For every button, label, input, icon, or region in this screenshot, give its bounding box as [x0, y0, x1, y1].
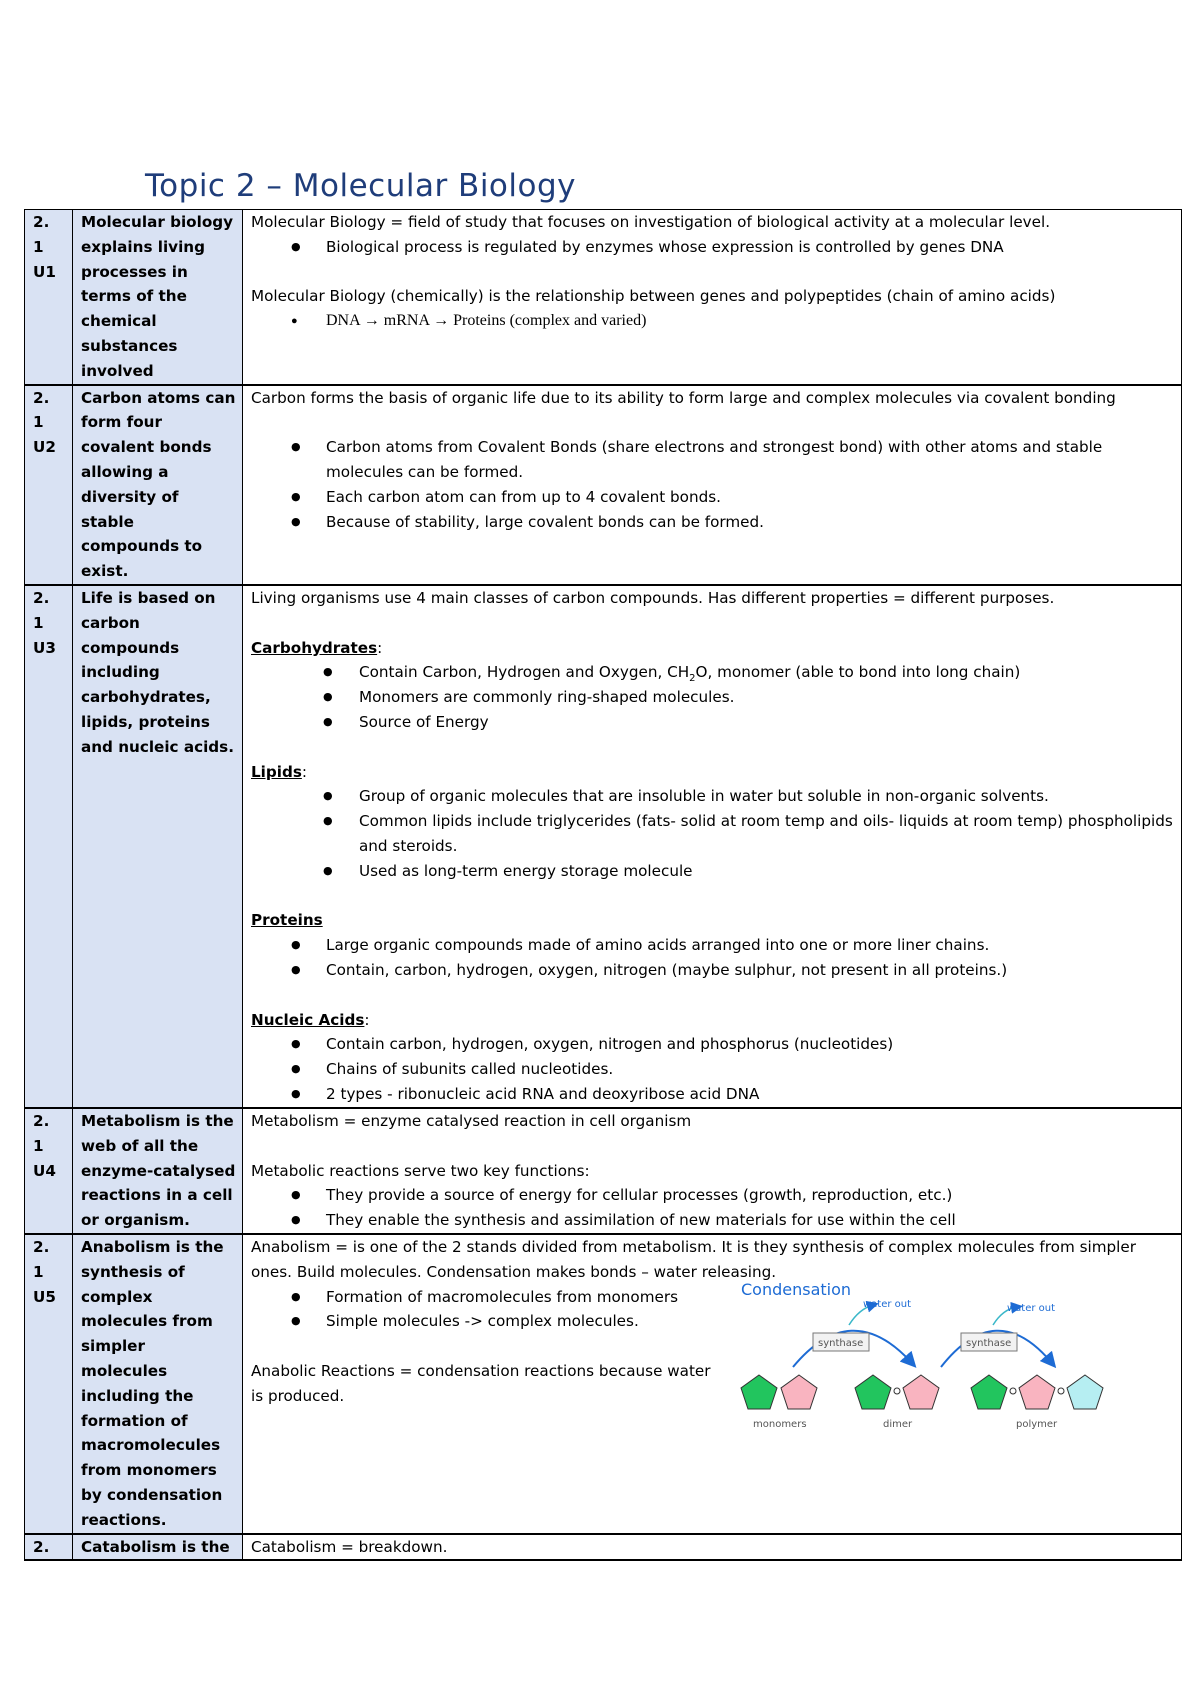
- list-item: ● They enable the synthesis and assimilation of new materials for use within the cell: [251, 1208, 1175, 1233]
- row-content: Carbon forms the basis of organic life due to its ability to form large and complex molecules via covalent bonding ● Carbon atoms from Covalent Bonds (share electrons and strongest bond) with other atoms and stable molecules can be formed. ● Each carbon atom can from up to 4 covalent bonds. ● Because of stability, large covalent bonds can be formed.: [243, 385, 1182, 585]
- water-out-label: water out: [863, 1298, 912, 1310]
- table-row: [25, 385, 1182, 585]
- list-item: ● Biological process is regulated by enzymes whose expression is controlled by genes DNA: [251, 235, 1175, 260]
- table-row: [25, 1108, 1182, 1234]
- polymer-label: polymer: [1016, 1418, 1058, 1430]
- polymer-green-shape: [971, 1375, 1007, 1409]
- dimer-pink-shape: [903, 1375, 939, 1409]
- list-item: ● DNA → mRNA → Proteins (complex and varied): [251, 309, 1175, 334]
- row-topic: Catabolism is the: [73, 1534, 243, 1561]
- list-item: ● Simple molecules -> complex molecules.: [251, 1309, 711, 1334]
- dimer-label: dimer: [883, 1418, 913, 1430]
- row-content: Molecular Biology = field of study that focuses on investigation of biological activity at a molecular level. ● Biological process is regulated by enzymes whose expression is controlled by genes DNA Molecular Biology (chemically) is the relationship between genes and polypeptides (chain of amino acids) ● DNA → mRNA → Proteins (complex and varied): [243, 210, 1182, 385]
- section-heading: Carbohydrates: [251, 638, 378, 657]
- list-item: ● Source of Energy: [251, 710, 1175, 735]
- row-content: Catabolism = breakdown.: [243, 1534, 1182, 1561]
- row-content: Anabolism = is one of the 2 stands divided from metabolism. It is they synthesis of complex molecules from simpler ones. Build molecules. Condensation makes bonds – water releasing. ● Formation of macromolecules from monomers ● Simple molecules -> complex molecules. Anabolic Reactions = condensation reactions because water is produced. Condensation water out synthase water out synthase monomers dimer polymer: [243, 1234, 1182, 1534]
- row-code: 2. 1 U2: [25, 385, 73, 585]
- polymer-pink-shape: [1019, 1375, 1055, 1409]
- list-item: ● Contain Carbon, Hydrogen and Oxygen, $CH_2O$, monomer (able to bond into long chain): [251, 660, 1175, 685]
- water-out-label: water out: [1007, 1302, 1056, 1314]
- list-item: ● Formation of macromolecules from monomers: [251, 1285, 711, 1310]
- list-item: ● Contain carbon, hydrogen, oxygen, nitrogen and phosphorus (nucleotides): [251, 1032, 1175, 1057]
- list-item: ● Used as long-term energy storage molecule: [251, 859, 1175, 884]
- dimer-green-shape: [855, 1375, 891, 1409]
- list-item: ● Chains of subunits called nucleotides.: [251, 1057, 1175, 1082]
- row-code: 2. 1 U4: [25, 1108, 73, 1234]
- section-heading: Nucleic Acids: [251, 1010, 365, 1029]
- synthase-label: synthase: [818, 1337, 864, 1349]
- list-item: ● Large organic compounds made of amino acids arranged into one or more liner chains.: [251, 933, 1175, 958]
- table-row: [25, 1234, 1182, 1534]
- list-item: ● Carbon atoms from Covalent Bonds (share electrons and strongest bond) with other atoms and stable molecules can be formed.: [251, 435, 1175, 485]
- list-item: ● Contain, carbon, hydrogen, oxygen, nitrogen (maybe sulphur, not present in all proteins.): [251, 958, 1175, 983]
- notes-table: [24, 209, 1182, 1561]
- row-code: 2.: [25, 1534, 73, 1561]
- monomer-pink-shape: [781, 1375, 817, 1409]
- section-heading: Proteins: [251, 911, 323, 930]
- list-item: ● Common lipids include triglycerides (fats- solid at room temp and oils- liquids at room temp) phospholipids and steroids.: [251, 809, 1175, 859]
- row-topic: Anabolism is the synthesis of complex molecules from simpler molecules including the formation of macromolecules from monomers by condensation reactions.: [73, 1234, 243, 1534]
- row-topic: Metabolism is the web of all the enzyme-catalysed reactions in a cell or organism.: [73, 1108, 243, 1234]
- table-row: [25, 585, 1182, 1108]
- table-row: [25, 210, 1182, 385]
- list-item: ● Monomers are commonly ring-shaped molecules.: [251, 685, 1175, 710]
- list-item: ● Because of stability, large covalent bonds can be formed.: [251, 510, 1175, 535]
- monomer-green-shape: [741, 1375, 777, 1409]
- table-row: [25, 1534, 1182, 1561]
- list-item: ● 2 types - ribonucleic acid RNA and deoxyribose acid DNA: [251, 1082, 1175, 1107]
- list-item: ● They provide a source of energy for cellular processes (growth, reproduction, etc.): [251, 1183, 1175, 1208]
- row-topic: Molecular biology explains living processes in terms of the chemical substances involved: [73, 210, 243, 385]
- diagram-title: Condensation: [741, 1279, 852, 1299]
- row-topic: Carbon atoms can form four covalent bonds allowing a diversity of stable compounds to exist.: [73, 385, 243, 585]
- condensation-diagram: [731, 1267, 1121, 1467]
- row-code: 2. 1 U3: [25, 585, 73, 1108]
- monomers-label: monomers: [753, 1418, 807, 1430]
- row-content: Metabolism = enzyme catalysed reaction in cell organism Metabolic reactions serve two key functions: ● They provide a source of energy for cellular processes (growth, reproduction, etc.) ● They enable the synthesis and assimilation of new materials for use within the cell: [243, 1108, 1182, 1234]
- synthase-label: synthase: [966, 1337, 1012, 1349]
- row-code: 2. 1 U1: [25, 210, 73, 385]
- row-code: 2. 1 U5: [25, 1234, 73, 1534]
- row-content: Living organisms use 4 main classes of carbon compounds. Has different properties = different purposes. Carbohydrates: ● Contain Carbon, Hydrogen and Oxygen, $CH_2O$, monomer (able to bond into long chain) ● Monomers are commonly ring-shaped molecules. ● Source of Energy Lipids: ● Group of organic molecules that are insoluble in water but soluble in non-organic solvents. ● Common lipids include triglycerides (fats- solid at room temp and oils- liquids at room temp) phospholipids and steroids. ● Used as long-term energy storage molecule Proteins ● Large organic compounds made of amino acids arranged into one or more liner chains. ● Contain, carbon, hydrogen, oxygen, nitrogen (maybe sulphur, not present in all proteins.) Nucleic Acids: ● Contain carbon, hydrogen, oxygen, nitrogen and phosphorus (nucleotides) ● Chains of subunits called nucleotides. ● 2 types - ribonucleic acid RNA and deoxyribose acid DNA: [243, 585, 1182, 1108]
- list-item: ● Each carbon atom can from up to 4 covalent bonds.: [251, 485, 1175, 510]
- page-title: Topic 2 – Molecular Biology: [145, 168, 577, 204]
- polymer-cyan-shape: [1067, 1375, 1103, 1409]
- row-topic: Life is based on carbon compounds including carbohydrates, lipids, proteins and nucleic acids.: [73, 585, 243, 1108]
- section-heading: Lipids: [251, 762, 302, 781]
- list-item: ● Group of organic molecules that are insoluble in water but soluble in non-organic solvents.: [251, 784, 1175, 809]
